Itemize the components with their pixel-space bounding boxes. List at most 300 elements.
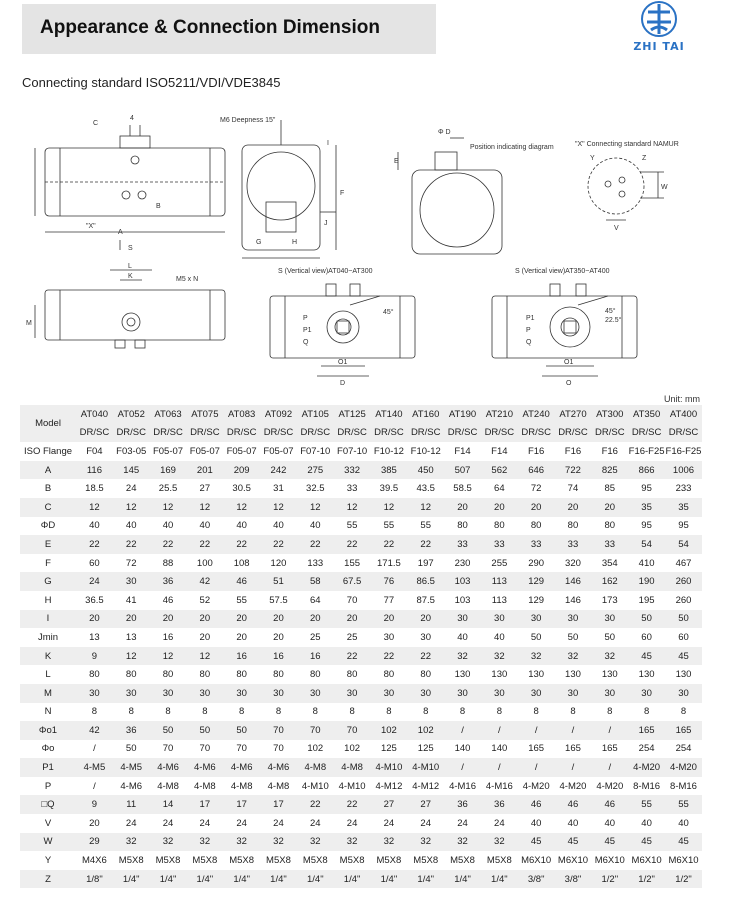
model-header-cell: Model	[20, 405, 76, 442]
table-cell: 4-M6	[223, 758, 260, 777]
model-cell: AT105	[297, 405, 334, 424]
model-cell: AT400	[665, 405, 702, 424]
table-cell: 130	[528, 669, 545, 681]
table-cell: F14	[491, 445, 508, 457]
front-view-drawing	[35, 125, 225, 250]
table-cell: 30	[113, 572, 150, 591]
type-cell: DR/SC	[518, 424, 555, 443]
table-cell: 80	[494, 520, 505, 532]
table-cell: 20	[444, 498, 481, 517]
label-4: 4	[130, 115, 134, 122]
table-cell: 24	[494, 817, 505, 829]
table-cell: M5X8	[229, 855, 255, 867]
table-row	[20, 554, 702, 573]
table-cell: 8	[570, 706, 576, 718]
table-cell: 1/4"	[444, 870, 481, 889]
table-cell: 8	[607, 706, 613, 718]
table-cell: 30	[76, 684, 113, 703]
label-l: L	[128, 263, 132, 270]
table-cell: 27	[407, 795, 444, 814]
table-cell: 24	[457, 817, 468, 829]
row-label-cell: Z	[20, 870, 76, 889]
table-cell: 4-M8	[267, 780, 290, 792]
page-title: Appearance & Connection Dimension	[40, 17, 380, 38]
table-cell: /	[555, 758, 592, 777]
table-cell: 30	[444, 610, 481, 629]
row-label-cell: Φo	[41, 743, 55, 755]
table-cell: 22	[334, 647, 371, 666]
table-cell: M5X8	[118, 855, 144, 867]
table-cell: 58.5	[453, 483, 472, 495]
namur-detail-drawing	[588, 158, 664, 220]
label-e: E	[394, 158, 399, 165]
row-label-cell: P	[44, 780, 52, 792]
table-cell: 70	[297, 721, 334, 740]
table-cell: 24	[309, 817, 321, 829]
table-cell: 108	[233, 557, 250, 569]
table-cell: 195	[638, 594, 655, 606]
row-label-cell: H	[44, 594, 52, 606]
table-cell: M5X8	[266, 855, 291, 867]
table-cell: M6X10	[668, 855, 699, 867]
table-cell: 254	[675, 743, 692, 755]
label-y: Y	[590, 155, 595, 162]
table-cell: 40	[309, 520, 321, 532]
table-cell: 80	[125, 669, 137, 681]
table-cell: 30	[444, 684, 481, 703]
table-cell: 33	[518, 535, 555, 554]
table-cell: 24	[125, 817, 137, 829]
table-cell: 140	[454, 743, 471, 755]
row-label-cell: V	[44, 817, 52, 829]
table-cell: 40	[604, 817, 616, 829]
table-cell: 30	[371, 684, 408, 703]
table-cell: 55	[628, 795, 665, 814]
table-cell: 80	[567, 520, 579, 532]
table-cell: 130	[638, 669, 655, 681]
type-cell: DR/SC	[591, 424, 628, 443]
model-cell: AT300	[591, 405, 628, 424]
table-cell: 22	[150, 535, 187, 554]
row-label-cell: N	[44, 706, 52, 718]
table-cell: 60	[678, 631, 689, 643]
type-cell: DR/SC	[555, 424, 592, 443]
table-cell: 22	[297, 535, 334, 554]
table-cell: 8	[165, 706, 171, 718]
table-header-row	[20, 424, 702, 443]
type-cell: DR/SC	[481, 424, 518, 443]
table-cell: 17	[186, 795, 223, 814]
table-cell: F05-07	[226, 445, 257, 457]
table-cell: 50	[530, 631, 542, 643]
table-cell: 36	[113, 721, 150, 740]
table-cell: 33	[555, 535, 592, 554]
table-cell: 4-M6	[186, 758, 223, 777]
table-cell: 8	[423, 706, 429, 718]
table-cell: 162	[591, 572, 628, 591]
table-cell: 40	[162, 520, 174, 532]
table-cell: 102	[307, 743, 324, 755]
table-cell: 50	[604, 631, 616, 643]
table-cell: 1006	[665, 461, 702, 480]
table-cell: 22	[186, 535, 223, 554]
table-cell: 260	[665, 572, 702, 591]
table-cell: 70	[346, 594, 358, 606]
type-cell: DR/SC	[150, 424, 187, 443]
table-cell: 50	[665, 610, 702, 629]
label-k: K	[128, 273, 133, 280]
type-cell: DR/SC	[76, 424, 113, 443]
table-cell: 12	[223, 498, 260, 517]
table-cell: 146	[555, 572, 592, 591]
logo-mark-icon	[620, 0, 698, 42]
row-label-cell: F	[45, 557, 51, 569]
table-cell: 24	[273, 817, 284, 829]
table-cell: 1/4"	[150, 870, 187, 889]
label-q-small: Q	[303, 339, 309, 346]
table-cell: 36	[444, 795, 481, 814]
table-cell: 16	[297, 647, 334, 666]
table-cell: 22	[334, 795, 371, 814]
table-cell: 8	[459, 706, 466, 718]
table-cell: 22	[334, 535, 371, 554]
table-cell: 385	[371, 461, 408, 480]
logo-text: ZHI TAI	[633, 40, 685, 53]
table-cell: 25	[309, 631, 321, 643]
table-cell: 22	[371, 647, 408, 666]
table-cell: 165	[665, 721, 702, 740]
table-cell: 32	[407, 833, 444, 852]
row-label-cell: Φo1	[20, 721, 76, 740]
table-cell: 1/4"	[223, 870, 260, 889]
table-cell: 130	[454, 669, 471, 681]
table-cell: 30	[628, 684, 665, 703]
table-cell: 22	[371, 535, 408, 554]
table-cell: 20	[334, 610, 371, 629]
table-cell: 55	[665, 795, 702, 814]
table-cell: 50	[223, 721, 260, 740]
table-cell: 80	[383, 669, 395, 681]
table-cell: 197	[417, 557, 434, 569]
label-p1-small: P1	[303, 327, 312, 334]
connecting-standard-text: Connecting standard ISO5211/VDI/VDE3845	[22, 75, 281, 90]
row-label-cell: □Q	[20, 795, 76, 814]
table-cell: 55	[383, 520, 395, 532]
table-cell: 77	[383, 594, 395, 606]
table-cell: 80	[236, 669, 247, 681]
table-cell: 50	[628, 610, 665, 629]
table-cell: 80	[273, 669, 284, 681]
table-cell: /	[481, 758, 518, 777]
label-angle-22: 22.5°	[605, 317, 622, 324]
table-cell: 30	[223, 684, 260, 703]
table-row	[20, 610, 702, 629]
table-cell: 16	[223, 647, 260, 666]
table-cell: 39.5	[379, 483, 399, 495]
table-cell: 4-M12	[375, 780, 403, 792]
table-cell: 70	[260, 721, 297, 740]
table-cell: 20	[150, 610, 187, 629]
table-cell: 4-M8	[157, 780, 179, 792]
table-cell: 30	[113, 684, 150, 703]
table-cell: 50	[186, 721, 223, 740]
table-cell: 165	[565, 743, 581, 755]
table-cell: 42	[76, 721, 113, 740]
label-p-large: P	[526, 327, 531, 334]
table-cell: F16	[527, 445, 545, 457]
table-cell: 31	[273, 483, 284, 495]
table-cell: 32.5	[306, 483, 325, 495]
row-label-cell: E	[20, 535, 76, 554]
table-cell: 12	[76, 498, 113, 517]
table-cell: 40	[89, 520, 100, 532]
table-cell: 30	[518, 610, 555, 629]
table-row	[20, 517, 702, 536]
table-row	[20, 442, 702, 461]
row-label-cell: I	[20, 610, 76, 629]
table-cell: 145	[113, 461, 150, 480]
table-cell: 22	[407, 535, 444, 554]
table-row	[20, 628, 702, 647]
row-label-cell: L	[45, 669, 51, 681]
table-cell: 30	[665, 684, 702, 703]
table-cell: 72	[530, 483, 542, 495]
table-cell: 103	[444, 572, 481, 591]
table-cell: 32	[444, 833, 481, 852]
table-cell: 30	[481, 610, 518, 629]
type-cell: DR/SC	[628, 424, 665, 443]
table-cell: 57.5	[269, 594, 288, 606]
table-cell: 32	[186, 833, 223, 852]
label-angle-large-view: 45°	[605, 308, 616, 315]
table-cell: 130	[601, 669, 618, 681]
table-cell: F05-07	[152, 445, 184, 457]
table-cell: M5X8	[450, 855, 475, 867]
table-cell: 1/8"	[76, 870, 113, 889]
row-label-cell: W	[20, 833, 76, 852]
label-i: I	[327, 140, 329, 147]
row-label-cell: M	[20, 684, 76, 703]
table-cell: 8	[533, 706, 539, 718]
table-cell: 3/8"	[555, 870, 592, 889]
table-cell: 410	[638, 557, 655, 569]
table-cell: 4-M20	[665, 758, 702, 777]
table-cell: 18.5	[85, 483, 104, 495]
table-cell: 27	[199, 483, 211, 495]
table-cell: 29	[76, 833, 113, 852]
table-row	[20, 833, 702, 852]
dimension-table	[20, 405, 702, 888]
table-cell: 45	[591, 833, 628, 852]
end-view-drawing	[398, 138, 502, 254]
label-c: C	[93, 120, 99, 127]
table-cell: 14	[150, 795, 187, 814]
table-cell: 155	[344, 557, 361, 569]
table-cell: 130	[675, 669, 692, 681]
table-cell: 40	[199, 520, 211, 532]
table-cell: 70	[334, 721, 371, 740]
table-row	[20, 703, 702, 722]
table-cell: 113	[481, 572, 518, 591]
model-cell: AT125	[334, 405, 371, 424]
table-cell: 255	[491, 557, 508, 569]
table-cell: /	[518, 721, 555, 740]
type-cell: DR/SC	[260, 424, 297, 443]
table-cell: 33	[481, 535, 518, 554]
table-cell: 4-M8	[230, 780, 253, 792]
table-cell: 52	[199, 594, 211, 606]
table-cell: 17	[260, 795, 297, 814]
table-cell: 4-M20	[559, 780, 587, 792]
table-cell: 51	[260, 572, 297, 591]
table-cell: M6X10	[521, 855, 552, 867]
table-cell: 20	[199, 631, 211, 643]
table-cell: 30	[555, 684, 592, 703]
table-cell: 42	[186, 572, 223, 591]
table-row	[20, 721, 702, 740]
table-cell: 8	[349, 706, 355, 718]
table-cell: 40	[494, 631, 505, 643]
table-cell: 254	[638, 743, 655, 755]
table-cell: 100	[196, 557, 213, 569]
table-row	[20, 814, 702, 833]
table-cell: 32	[223, 833, 260, 852]
dimension-drawings	[20, 100, 730, 390]
table-cell: 129	[528, 594, 545, 606]
table-cell: 4-M10	[301, 780, 329, 792]
table-row	[20, 758, 702, 777]
table-cell: 8-M16	[670, 780, 697, 792]
side-view-drawing	[242, 120, 336, 258]
model-cell: AT040	[76, 405, 113, 424]
table-cell: M5X8	[192, 855, 218, 867]
row-label-cell: A	[20, 461, 76, 480]
table-row	[20, 647, 702, 666]
row-label-cell: G	[20, 572, 76, 591]
table-cell: 13	[89, 631, 100, 643]
table-cell: 24	[76, 572, 113, 591]
table-cell: 22	[76, 535, 113, 554]
table-cell: 467	[675, 557, 692, 569]
table-cell: 30	[260, 684, 297, 703]
model-cell: AT075	[186, 405, 223, 424]
table-cell: F05-07	[263, 445, 294, 457]
table-cell: 16	[162, 631, 174, 643]
table-cell: 24	[383, 817, 395, 829]
row-label-cell: Y	[44, 855, 52, 867]
label-o1-large: O1	[564, 359, 574, 366]
table-cell: 165	[628, 721, 665, 740]
table-cell: 1/4"	[481, 870, 518, 889]
table-row	[20, 591, 702, 610]
table-cell: 95	[678, 520, 689, 532]
table-cell: 4-M5	[113, 758, 150, 777]
table-cell: 4-M5	[76, 758, 113, 777]
label-h: H	[292, 239, 298, 246]
table-cell: 22	[260, 535, 297, 554]
table-cell: 4-M8	[334, 758, 371, 777]
table-cell: 80	[457, 520, 468, 532]
table-cell: 30	[420, 631, 431, 643]
table-cell: M4X6	[81, 855, 107, 867]
table-cell: F10-12	[373, 445, 404, 457]
table-cell: 32	[518, 647, 555, 666]
table-cell: 58	[297, 572, 334, 591]
table-cell: 70	[162, 743, 174, 755]
table-cell: 8	[312, 706, 318, 718]
table-cell: 12	[260, 498, 297, 517]
table-cell: F16-F25	[665, 445, 702, 457]
table-cell: 80	[162, 669, 174, 681]
table-cell: 50	[125, 743, 137, 755]
label-d-small: D	[340, 380, 346, 387]
table-cell: 64	[494, 483, 505, 495]
table-cell: 233	[675, 483, 692, 495]
model-cell: AT052	[113, 405, 150, 424]
table-cell: 354	[601, 557, 618, 569]
label-o-large: O	[566, 380, 572, 387]
table-cell: 20	[223, 610, 260, 629]
type-cell: DR/SC	[297, 424, 334, 443]
table-cell: 1/4"	[407, 870, 444, 889]
table-cell: 22	[297, 795, 334, 814]
table-cell: /	[518, 758, 555, 777]
label-p1-large: P1	[526, 315, 535, 322]
row-label-cell: ΦD	[40, 520, 56, 532]
table-cell: 103	[454, 594, 471, 606]
table-cell: F07-10	[337, 445, 368, 457]
table-cell: 242	[260, 461, 297, 480]
model-cell: AT083	[223, 405, 260, 424]
table-cell: F16	[601, 445, 618, 457]
table-cell: 80	[89, 669, 100, 681]
table-cell: M5X8	[302, 855, 328, 867]
table-cell: 27	[371, 795, 408, 814]
table-cell: 32	[481, 647, 518, 666]
label-s: S	[128, 245, 133, 252]
table-row	[20, 498, 702, 517]
table-cell: 4-M8	[297, 758, 334, 777]
label-a: A	[118, 229, 123, 236]
table-row	[20, 479, 702, 498]
type-cell: DR/SC	[223, 424, 260, 443]
table-cell: 275	[297, 461, 334, 480]
type-cell: DR/SC	[407, 424, 444, 443]
label-z: Z	[642, 155, 647, 162]
label-o1-small: O1	[338, 359, 348, 366]
table-cell: 4-M6	[120, 780, 143, 792]
table-cell: 9	[76, 647, 113, 666]
table-cell: 332	[334, 461, 371, 480]
table-cell: 4-M10	[338, 780, 366, 792]
table-cell: 113	[491, 594, 507, 606]
table-cell: 20	[407, 610, 444, 629]
table-cell: 16	[260, 647, 297, 666]
table-cell: 41	[125, 594, 137, 606]
table-cell: 24	[162, 817, 174, 829]
table-cell: 54	[628, 535, 665, 554]
table-cell: 22	[113, 535, 150, 554]
table-cell: 129	[518, 572, 555, 591]
table-cell: 35	[665, 498, 702, 517]
table-cell: 8	[496, 706, 502, 718]
table-cell: M6X10	[631, 855, 662, 867]
table-cell: /	[444, 758, 481, 777]
table-cell: 4-M20	[596, 780, 624, 792]
brand-logo	[620, 0, 698, 60]
model-cell: AT140	[371, 405, 408, 424]
table-cell: 20	[236, 631, 247, 643]
